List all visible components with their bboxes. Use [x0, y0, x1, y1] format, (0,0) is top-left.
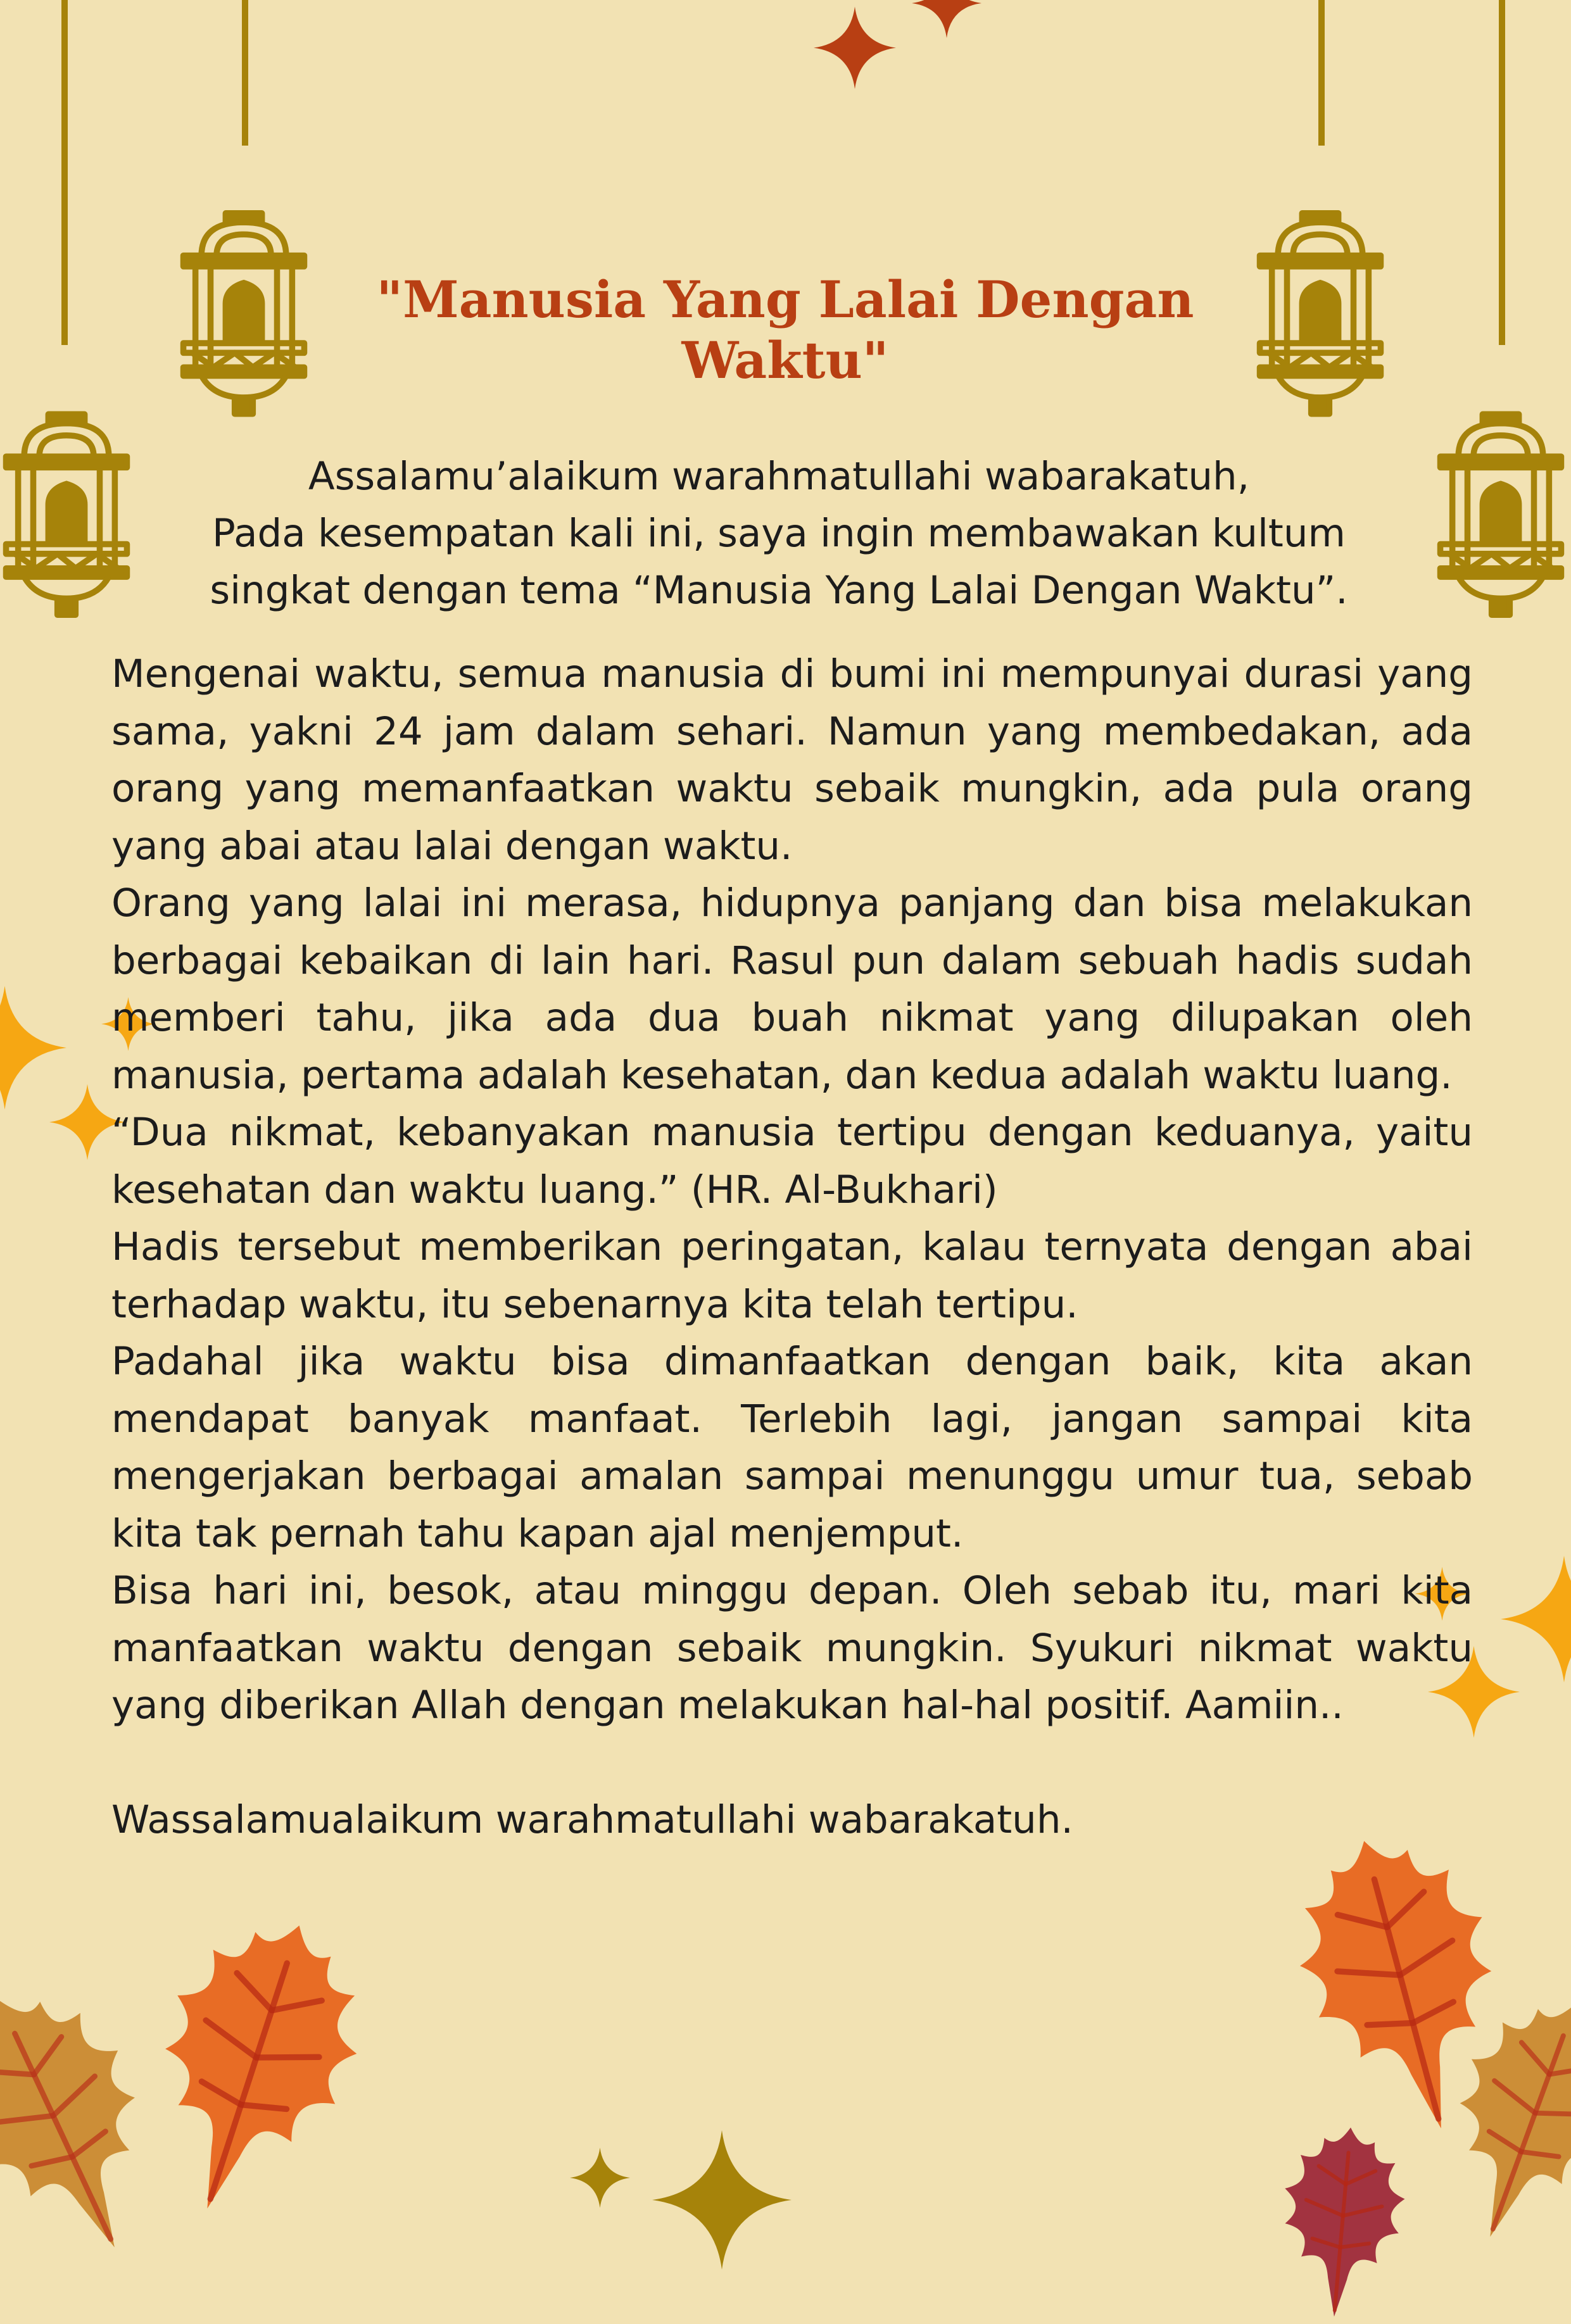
- top-star-icon: [814, 5, 896, 91]
- paragraph: Orang yang lalai ini merasa, hidupnya panjang dan bisa melakukan berbagai kebaikan di lain hari. Rasul pun dalam sebuah hadis sudah memberi tahu, jika ada dua buah nikmat yang dilupakan oleh manusia, pertama adalah kesehatan, dan kedua adalah waktu luang.: [111, 881, 1473, 1098]
- intro-line: singkat dengan tema “Manusia Yang Lalai Dengan Waktu”.: [210, 568, 1348, 613]
- intro-greeting: [165, 448, 1393, 619]
- autumn-leaf-icon: [1252, 2120, 1432, 2324]
- lantern-icon: [0, 342, 133, 668]
- bottom-star-icon: [570, 2146, 630, 2209]
- body-paragraphs: [111, 646, 1473, 1735]
- paragraph: Padahal jika waktu bisa dimanfaatkan dengan baik, kita akan mendapat banyak manfaat. Terlebih lagi, jangan sampai kita mengerjakan berbagai amalan sampai menunggu umur tua, sebab kita tak pernah tahu kapan ajal menjemput.: [111, 1339, 1473, 1556]
- intro-line: Pada kesempatan kali ini, saya ingin membawakan kultum: [212, 511, 1346, 556]
- paragraph: “Dua nikmat, kebanyakan manusia tertipu dengan keduanya, yaitu kesehatan dan waktu luang.” (HR. Al-Bukhari): [111, 1110, 1473, 1212]
- paragraph: Hadis tersebut memberikan peringatan, kalau ternyata dengan abai terhadap waktu, itu sebenarnya kita telah tertipu.: [111, 1224, 1473, 1327]
- bottom-star-icon: [652, 2127, 792, 2273]
- lantern-string: [1499, 0, 1505, 345]
- lantern-string: [242, 0, 248, 146]
- top-star-partial-icon: [912, 0, 981, 44]
- paragraph: Bisa hari ini, besok, atau minggu depan. Oleh sebab itu, mari kita manfaatkan waktu dengan sebaik mungkin. Syukuri nikmat waktu yang diberikan Allah dengan melakukan hal-hal positif. Aamiin..: [111, 1568, 1473, 1728]
- page-title: "Manusia Yang Lalai Dengan Waktu": [376, 270, 1194, 390]
- autumn-leaf-icon: [105, 1892, 402, 2242]
- closing-greeting: Wassalamualaikum warahmatullahi wabarakatuh.: [111, 1797, 1073, 1842]
- paragraph: Mengenai waktu, semua manusia di bumi ini mempunyai durasi yang sama, yakni 24 jam dalam sehari. Namun yang membedakan, ada orang yang memanfaatkan waktu sebaik mungkin, ada pula orang yang abai atau lalai dengan waktu.: [111, 651, 1473, 869]
- lantern-icon: [1434, 342, 1567, 668]
- lantern-string: [61, 0, 68, 345]
- intro-line: Assalamu’alaikum warahmatullahi wabarakatuh,: [308, 454, 1250, 499]
- lantern-string: [1318, 0, 1325, 146]
